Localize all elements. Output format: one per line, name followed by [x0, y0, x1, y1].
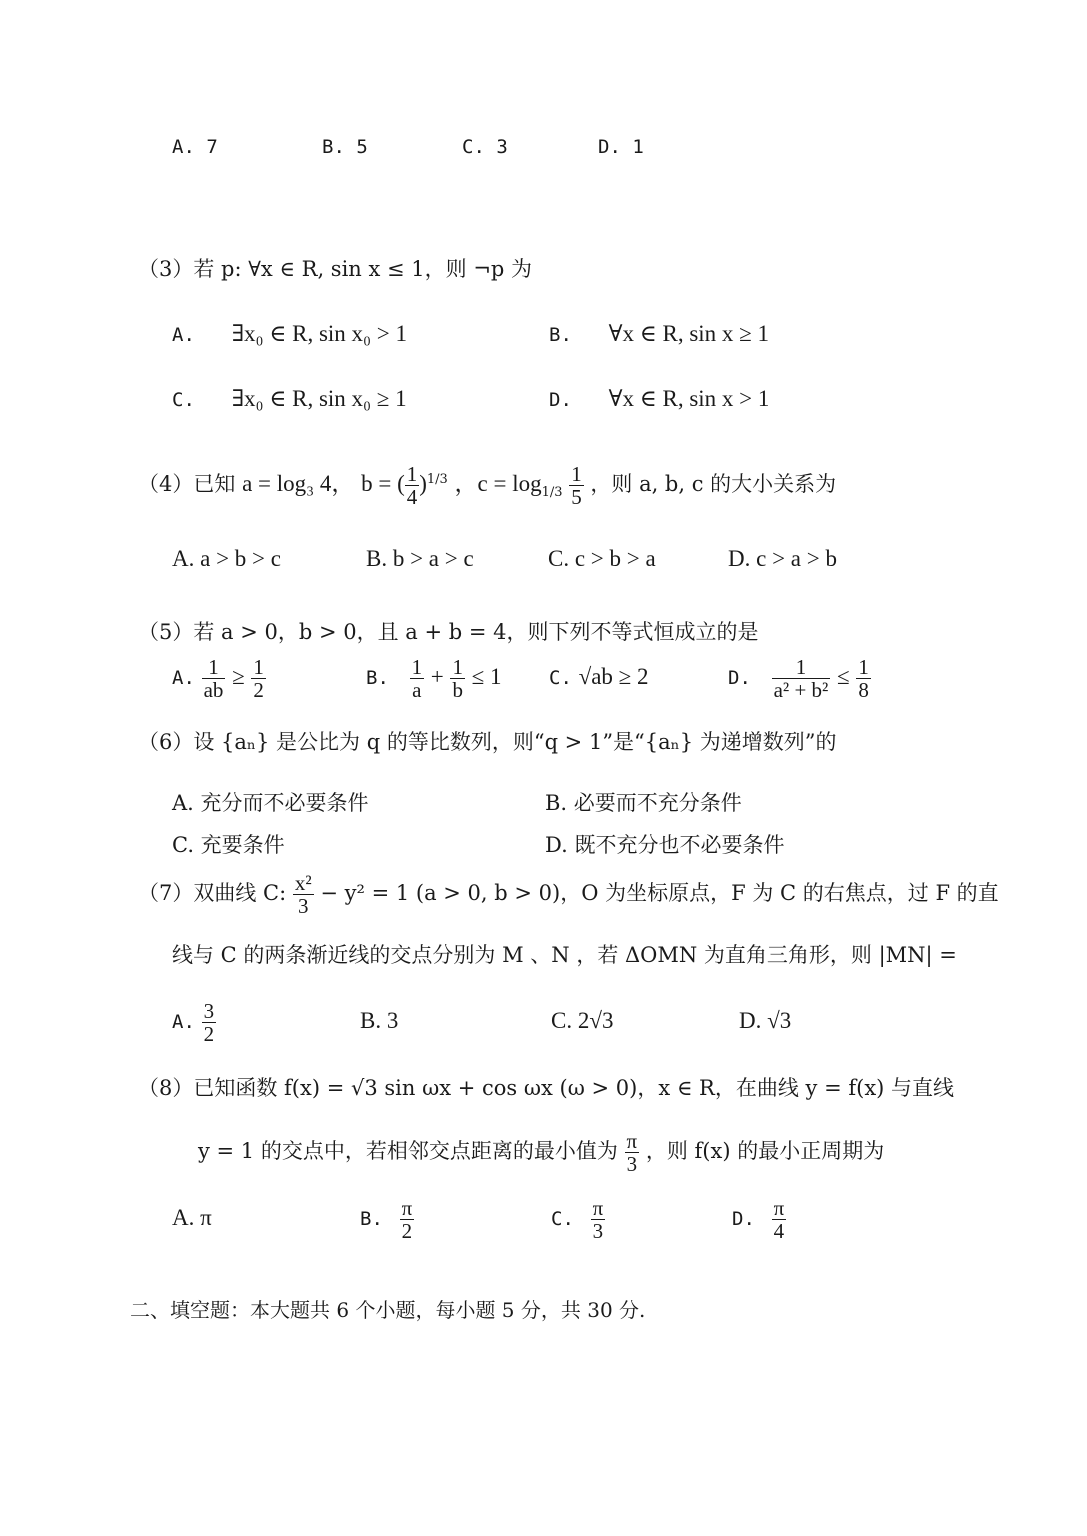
q5-option-d-label: D. — [728, 667, 751, 689]
q8-b-fraction — [400, 1197, 415, 1242]
q5-a-frac-right — [251, 656, 266, 701]
q8-option-d-label: D. — [732, 1208, 755, 1230]
q8-d-fraction — [772, 1197, 787, 1242]
q8-line2-num: π — [626, 1129, 638, 1153]
q8-d-den: 4 — [773, 1219, 785, 1243]
q5-a-relation: ≥ — [232, 664, 245, 689]
q7-frac-den: 3 — [298, 894, 309, 918]
q5-b-num: 1 — [411, 655, 423, 679]
q4-c-base: 1/3 — [541, 485, 563, 501]
q3-stem: （3）若 p: ∀x ∈ R, sin x ≤ 1，则 ¬p 为 — [138, 257, 533, 281]
q8-line2-pre: y = 1 的交点中，若相邻交点距离的最小值为 — [198, 1139, 618, 1163]
q3-option-c-label: C. — [172, 389, 195, 411]
q8-option-a: A. π — [172, 1205, 212, 1230]
q5-b-num2: 1 — [452, 655, 463, 679]
q4-c-frac-den: 5 — [571, 485, 582, 509]
q5-a-num2: 1 — [253, 655, 264, 679]
q3-option-a-expr: ∃x₀ ∈ R, sin x₀ > 1 — [231, 321, 408, 346]
q5-d-num2: 1 — [858, 655, 869, 679]
q8-d-num: π — [773, 1196, 785, 1220]
q8-line2-den: 3 — [626, 1152, 638, 1176]
q5-option-d — [728, 652, 871, 703]
q7-stem-line1 — [138, 868, 999, 918]
q7-a-fraction — [202, 1000, 217, 1045]
q5-option-c — [549, 662, 649, 693]
q4-b-frac-den: 4 — [406, 485, 418, 509]
q3-option-d-label: D. — [549, 389, 572, 411]
q2-option-b: B. 5 — [322, 136, 368, 158]
q5-b-frac-left — [410, 656, 425, 701]
q7-a-num: 3 — [203, 999, 215, 1023]
q5-c-expr: √ab ≥ 2 — [578, 664, 649, 689]
q8-c-den: 3 — [592, 1219, 604, 1243]
q3-option-b-expr: ∀x ∈ R, sin x ≥ 1 — [608, 321, 770, 346]
q7-option-b: B. 3 — [360, 1008, 399, 1033]
q4-b-expr-pre: b = ( — [361, 471, 405, 496]
q6-option-b: B. 必要而不充分条件 — [545, 791, 742, 815]
q8-option-c-label: C. — [551, 1208, 574, 1230]
q5-a-frac-left — [202, 656, 226, 701]
q6-stem: （6）设 {aₙ} 是公比为 q 的等比数列，则“q > 1”是“{aₙ} 为递增数列”的 — [138, 730, 837, 754]
q8-line2-post: ，则 f(x) 的最小正周期为 — [645, 1139, 885, 1163]
q7-stem-prefix: （7）双曲线 C: — [138, 881, 287, 905]
q3-option-a-label: A. — [172, 324, 195, 346]
q4-stem: （4）已知 a = log₃ 4， b = ( $\frac{1}{4}$ )$^{1/3}$ ，$c = \log_{1/3}$ $\frac{1}{5}$ ，则 a, b, c 的大小关系为 — [138, 462, 837, 509]
q4-c-fraction — [569, 463, 584, 508]
q8-c-num: π — [592, 1196, 604, 1220]
q4-option-d: D. c > a > b — [728, 546, 837, 571]
q6-option-a: A. 充分而不必要条件 — [172, 791, 369, 815]
q4-option-a: A. a > b > c — [172, 546, 281, 571]
q7-option-c: C. 2√3 — [551, 1008, 614, 1033]
q7-frac-num: x² — [294, 871, 312, 895]
q5-a-den2: 2 — [253, 678, 264, 702]
q6-option-c: C. 充要条件 — [172, 833, 285, 857]
q2-option-a: A. 7 — [172, 136, 218, 158]
q5-stem: （5）若 a > 0，b > 0，且 a + b = 4，则下列不等式恒成立的是 — [138, 620, 759, 644]
q5-d-frac-right — [856, 656, 871, 701]
q7-fraction — [293, 872, 314, 917]
q8-option-b-label: B. — [360, 1208, 383, 1230]
q7-option-a-label: A. — [172, 1011, 195, 1033]
q2-option-d: D. 1 — [598, 136, 644, 158]
q3-option-a — [172, 319, 407, 350]
q8-line2-fraction — [625, 1130, 640, 1175]
q5-option-b-label: B. — [366, 667, 389, 689]
section-2-heading: 二、填空题：本大题共 6 个小题，每小题 5 分，共 30 分. — [130, 1298, 646, 1322]
q5-b-plus: + — [430, 664, 444, 689]
q5-option-c-label: C. — [549, 667, 572, 689]
q3-option-c — [172, 384, 407, 415]
q5-option-b — [366, 652, 502, 703]
q6-option-d: D. 既不充分也不必要条件 — [545, 833, 785, 857]
q3-option-c-expr: ∃x₀ ∈ R, sin x₀ ≥ 1 — [231, 386, 407, 411]
q8-c-fraction — [591, 1197, 606, 1242]
q8-option-d — [732, 1193, 786, 1244]
q5-a-num: 1 — [202, 656, 226, 679]
q4-c-expr-pre: ，c = log — [454, 471, 542, 496]
q5-d-relation: ≤ — [837, 664, 850, 689]
q5-b-den: a — [412, 678, 422, 702]
q5-option-a-label: A. — [172, 667, 195, 689]
q4-stem-suffix: ，则 a, b, c 的大小关系为 — [590, 472, 837, 496]
q4-c-frac-num: 1 — [571, 462, 582, 486]
q5-b-relation: ≤ 1 — [471, 664, 502, 689]
q4-b-exponent: 1/3 — [426, 472, 448, 487]
q8-stem-line2 — [198, 1126, 884, 1176]
q5-d-den2: 8 — [858, 678, 869, 702]
q2-option-c: C. 3 — [462, 136, 508, 158]
q5-a-den: ab — [203, 678, 224, 702]
q7-option-a — [172, 996, 216, 1047]
q3-option-b-label: B. — [549, 324, 572, 346]
q7-stem-line2: 线与 C 的两条渐近线的交点分别为 M 、N ，若 ΔOMN 为直角三角形，则 |MN| = — [172, 943, 957, 967]
q7-a-den: 2 — [203, 1022, 215, 1046]
q5-d-den: a² + b² — [773, 678, 829, 702]
q4-a-expr: a = log₃ 4， — [242, 471, 355, 496]
q8-option-b — [360, 1193, 414, 1244]
q3-option-d-expr: ∀x ∈ R, sin x > 1 — [608, 386, 770, 411]
q5-option-a — [172, 652, 266, 703]
q4-stem-prefix: （4）已知 — [138, 472, 236, 496]
q7-stem-mid: − y² = 1 (a > 0, b > 0)，O 为坐标原点，F 为 C 的右焦点，过 F 的直 — [320, 881, 999, 905]
q4-b-fraction — [405, 463, 420, 508]
q4-option-b: B. b > a > c — [366, 546, 474, 571]
q5-d-frac-left — [772, 656, 831, 701]
q8-stem-line1: （8）已知函数 f(x) = √3 sin ωx + cos ωx (ω > 0)，x ∈ R，在曲线 y = f(x) 与直线 — [138, 1076, 955, 1100]
q5-d-num: 1 — [772, 656, 831, 679]
q8-b-num: π — [401, 1196, 413, 1220]
q4-option-c: C. c > b > a — [548, 546, 656, 571]
q3-option-b — [549, 319, 769, 350]
q4-b-frac-num: 1 — [406, 462, 418, 486]
q3-option-d — [549, 384, 769, 415]
q7-option-d: D. √3 — [739, 1008, 792, 1033]
q5-b-frac-right — [450, 656, 465, 701]
q8-b-den: 2 — [401, 1219, 413, 1243]
q5-b-den2: b — [452, 678, 463, 702]
q8-option-c — [551, 1193, 605, 1244]
